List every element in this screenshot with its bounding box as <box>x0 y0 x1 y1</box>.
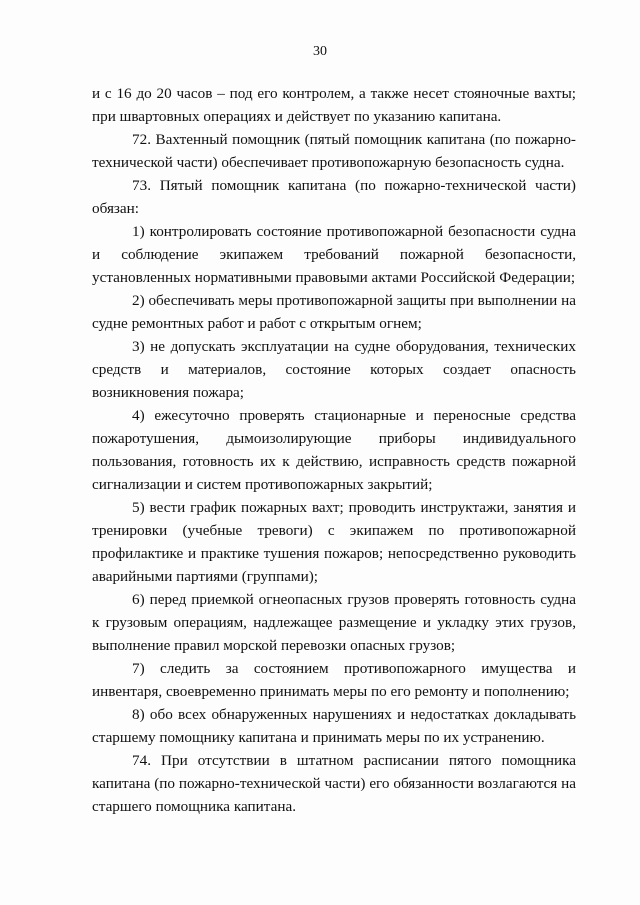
page-number: 30 <box>313 44 327 59</box>
list-item-4: 4) ежесуточно проверять стационарные и переносные средства пожаротушения, дымоизолирующие приборы индивидуального пользования, готовность их к действию, исправность средств пожарной сигнализации и систем противопожарных закрытий; <box>92 407 576 493</box>
list-item-5: 5) вести график пожарных вахт; проводить инструктажи, занятия и тренировки (учебные тревоги) с экипажем по противопожарной профилактике и практике тушения пожаров; непосредственно руководить аварийными партиями (группами); <box>92 499 576 585</box>
list-item-3: 3) не допускать эксплуатации на судне оборудования, технических средств и материалов, состояние которых создает опасность возникновения пожара; <box>92 338 576 401</box>
paragraph-continuation: и с 16 до 20 часов – под его контролем, а также несет стояночные вахты; при швартовных операциях и действует по указанию капитана. <box>92 85 576 125</box>
list-item-2: 2) обеспечивать меры противопожарной защиты при выполнении на судне ремонтных работ и работ с открытым огнем; <box>92 292 576 332</box>
paragraph-item-73: 73. Пятый помощник капитана (по пожарно-технической части) обязан: <box>92 177 576 217</box>
list-item-1: 1) контролировать состояние противопожарной безопасности судна и соблюдение экипажем требований пожарной безопасности, установленных нормативными правовыми актами Российской Федерации; <box>92 223 576 286</box>
list-item-6: 6) перед приемкой огнеопасных грузов проверять готовность судна к грузовым операциям, надлежащее размещение и укладку этих грузов, выполнение правил морской перевозки опасных грузов; <box>92 591 576 654</box>
paragraph-item-74: 74. При отсутствии в штатном расписании пятого помощника капитана (по пожарно-технической части) его обязанности возлагаются на старшего помощника капитана. <box>92 752 576 815</box>
document-body <box>92 82 576 818</box>
list-item-8: 8) обо всех обнаруженных нарушениях и недостатках докладывать старшему помощнику капитана и принимать меры по их устранению. <box>92 706 576 746</box>
paragraph-item-72: 72. Вахтенный помощник (пятый помощник капитана (по пожарно-технической части) обеспечивает противопожарную безопасность судна. <box>92 131 576 171</box>
list-item-7: 7) следить за состоянием противопожарного имущества и инвентаря, своевременно принимать меры по его ремонту и пополнению; <box>92 660 576 700</box>
